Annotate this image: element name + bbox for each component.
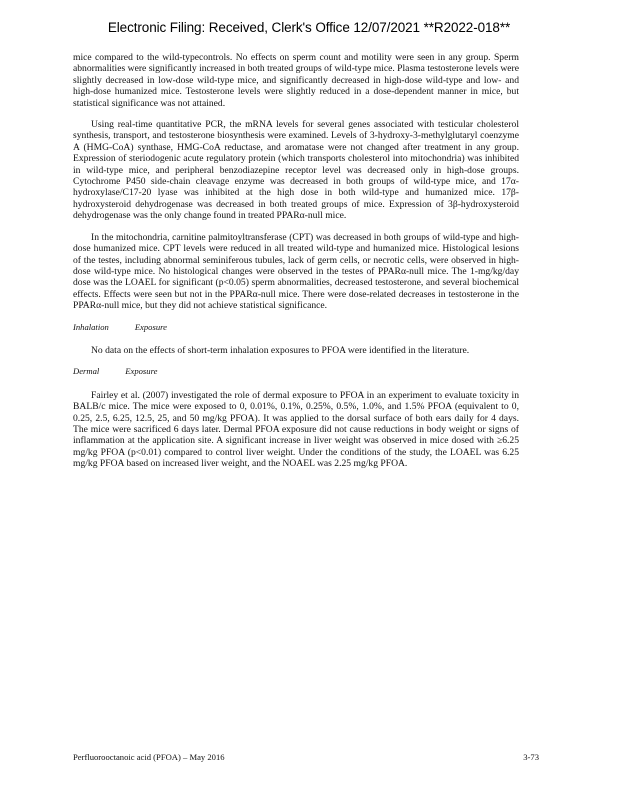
heading-word: Inhalation xyxy=(73,321,109,332)
document-body xyxy=(73,52,519,480)
section-heading-dermal xyxy=(73,366,519,377)
section-heading-inhalation xyxy=(73,322,519,333)
paragraph-mrna-levels xyxy=(73,119,519,222)
paragraph-text: Fairley et al. (2007) investigated the role of dermal exposure to PFOA in an experiment to evaluate toxicity in BALB/c mice. The mice were exposed to 0, 0.01%, 0.1%, 0.25%, 0.5%, 1.0%, and 1.5% PFOA (equivalent to 0, 0.25, 2.5, 6.25, 12.5, 25, and 50 mg/kg PFOA). It was applied to the dorsal surface of both ears daily for 4 days. The mice were sacrificed 6 days later. Dermal PFOA exposure did not cause reductions in body weight or signs of inflammation at the application site. A significant increase in liver weight was observed in mice dosed with ≥6.25 mg/kg PFOA (p<0.01) compared to control liver weight. Under the conditions of the study, the LOAEL was 6.25 mg/kg PFOA based on increased liver weight, and the NOAEL was 2.25 mg/kg PFOA. xyxy=(73,389,519,470)
page-footer xyxy=(73,752,539,762)
paragraph-text: No data on the effects of short-term inhalation exposures to PFOA were identified in the literature. xyxy=(91,344,470,356)
heading-word: Exposure xyxy=(125,366,158,377)
paragraph-text: Using real-time quantitative PCR, the mRNA levels for several genes associated with testicular cholesterol synthesis, transport, and testosterone biosynthesis were examined. Levels of 3-hydroxy-3-methylglutaryl coenzyme A (HMG-CoA) synthase, HMG-CoA reductase, and aromatase were not changed after treatment in any group. Expression of steriodogenic acute regulatory protein (which transports cholesterol into mitochondria) was inhibited in wild-type mice, and peripheral benzodiazepine receptor level was decreased only in high-dose groups. Cytochrome P450 side-chain cleavage enzyme was decreased in both groups of wild-type mice, and 17α-hydroxylase/C17-20 lyase was inhibited at the high dose in both wild-type and humanized mice. 17β-hydroxysteroid dehydrogenase was decreased in both treated groups of mice. Expression of 3β-hydroxysteroid dehydrogenase was the only change found in treated PPARα-null mice. xyxy=(73,119,519,222)
filing-stamp-header: Electronic Filing: Received, Clerk's Office 12/07/2021 **R2022-018** xyxy=(107,20,511,35)
paragraph-text: In the mitochondria, carnitine palmitoyltransferase (CPT) was decreased in both groups of wild-type and high-dose humanized mice. CPT levels were reduced in all treated wild-type and humanized mice. Histological lesions of the testes, including abnormal seminiferous tubules, lack of germ cells, or necrotic cells, were observed in high-dose wild-type mice. No histological changes were observed in the testes of PPARα-null mice. The 1-mg/kg/day dose was the LOAEL for significant (p<0.05) sperm abnormalities, decreased testosterone, and several biochemical effects. Effects were seen but not in the PPARα-null mice. There were dose-related decreases in testosterone in the PPARα-null mice, but they did not achieve statistical significance. xyxy=(73,231,519,312)
heading-word: Dermal xyxy=(73,366,100,377)
footer-page-number: 3-73 xyxy=(523,752,539,762)
paragraph-dermal xyxy=(73,390,519,470)
paragraph-inhalation xyxy=(73,345,519,356)
paragraph-mitochondria xyxy=(73,232,519,312)
heading-word: Exposure xyxy=(134,321,167,332)
paragraph-text: mice compared to the wild-typecontrols. No effects on sperm count and motility were seen in any group. Sperm abnormalities were significantly increased in both treated groups of wild-type mice. Plasma testosterone levels were slightly decreased in low-dose wild-type mice, and significantly decreased in high-dose wild-type and low- and high-dose humanized mice. Testosterone levels were slightly reduced in a dose-dependent manner in mice, but statistical significance was not attained. xyxy=(73,52,519,109)
footer-document-title: Perfluorooctanoic acid (PFOA) – May 2016 xyxy=(73,752,225,762)
paragraph-sperm-testosterone xyxy=(73,52,519,109)
